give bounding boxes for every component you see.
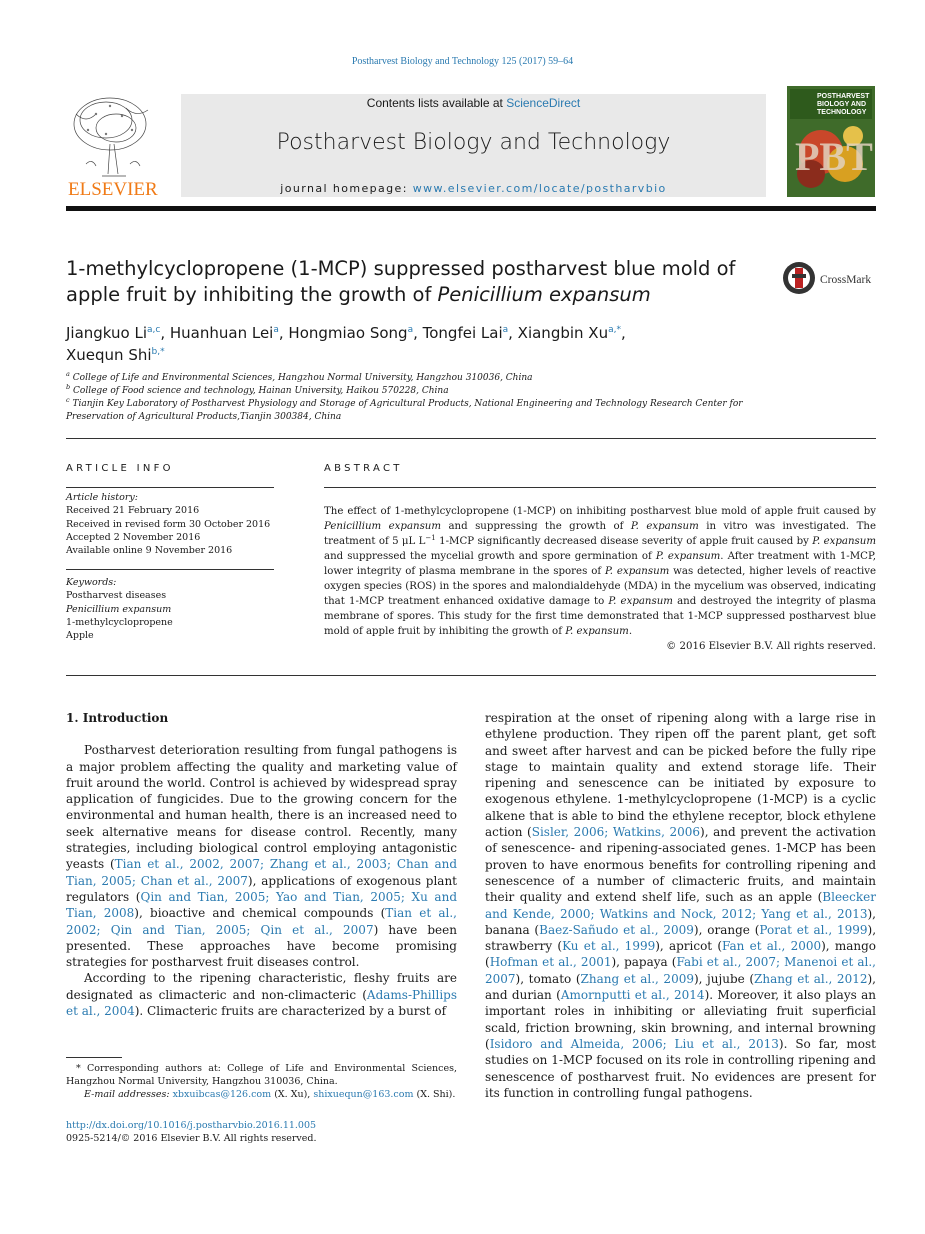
citation-link[interactable]: Zhang et al., 2012 [754, 971, 868, 986]
homepage-link[interactable]: www.elsevier.com/locate/postharvbio [412, 182, 667, 195]
abstract-heading: ABSTRACT [324, 463, 403, 474]
email-link[interactable]: xbxuibcas@126.com [172, 1089, 272, 1100]
elsevier-tree-icon [66, 94, 162, 198]
divider [66, 438, 876, 439]
author[interactable]: Jiangkuo Li$^{a,c}$ [66, 324, 161, 342]
cover-letters: PBT [795, 134, 873, 179]
cover-title-2: BIOLOGY AND [817, 101, 867, 108]
citation-link[interactable]: Tian et al., 2002, 2007; Zhang et al., 2003; Chan and Tian, 2005; Chan et al., 2007 [66, 857, 458, 888]
crossmark-badge[interactable] [782, 260, 877, 296]
citation-link[interactable]: Porat et al., 1999 [759, 922, 868, 937]
intro-paragraph: respiration at the onset of ripening along with a large rise in ethylene production. They ripen off the parent plant, get soft and sweet after harvest and can be picked before the fully ripe stage to maintain quality and extend storage life. Their ripening and senescence can be initiated by exposure to exogenous ethylene. 1-methylcyclopropene (1-MCP) is a cyclic alkene that is able to bind the ethylene receptor, block ethylene action (Sisler, 2006; Watkins, 2006), and prevent the activation of senescence- and ripening-associated genes. 1-MCP has been proven to have enormous benefits for controlling ripening and senescence of a number of climacteric fruits, and maintain their quality and extend shelf life, such as an apple (Bleecker and Kende, 2000; Watkins and Nock, 2012; Yang et al., 2013), banana (Baez-Sañudo et al., 2009), orange (Porat et al., 1999), strawberry (Ku et al., 1999), apricot (Fan et al., 2000), mango (Hofman et al., 2001), papaya (Fabi et al., 2007; Manenoi et al., 2007), tomato (Zhang et al., 2009), jujube (Zhang et al., 2012), and durian (Amornputti et al., 2014). Moreover, it also plays an important roles in inhibiting or alleviating fruit superficial scald, friction browning, skin browning, and internal browning (Isidoro and Almeida, 2006; Liu et al., 2013). So far, most studies on 1-MCP focused on its role in controlling ripening and senescence of postharvest fruit. No evidences are present for its function in controlling fungal pathogens. [485, 711, 877, 1100]
abstract-body: The effect of 1-methylcyclopropene (1-MCP) on inhibiting postharvest blue mold of apple fruit caused by Penicillium expansum and suppressing the growth of P. expansum in vitro was investigated. The treatment of 5 μL $L^{-1}$ 1-MCP significantly decreased disease severity of apple fruit caused by P. expansum and suppressed the mycelial growth and spore germination of P. expansum. After treatment with 1-MCP, lower integrity of plasma membrane in the spores of P. expansum was detected, higher levels of reactive oxygen species (ROS) in the spores and malondialdehyde (MDA) in the mycelium was observed, indicating that 1-MCP treatment enhanced oxidative damage to P. expansum and destroyed the integrity of plasma membrane of spores. This study for the first time demonstrated that 1-MCP suppressed postharvest blue mold of apple fruit by inhibiting the growth of P. expansum. © 2016 Elsevier B.V. All rights reserved. [324, 506, 877, 652]
journal-title: Postharvest Biology and Technology [276, 130, 671, 155]
author[interactable]: Huanhuan Lei$^a$ [169, 324, 279, 342]
intro-paragraph: Postharvest deterioration resulting from fungal pathogens is a major problem affecting the quality and marketing value of fruit around the world. Control is achieved by widespread spray application of fungicides. Due to the growing concern for the environmental and human health, there is an increased need to seek alternative means for disease control. Recently, many strategies, including biological control employing antagonistic yeasts (Tian et al., 2002, 2007; Zhang et al., 2003; Chan and Tian, 2005; Chan et al., 2007), applications of exogenous plant regulators (Qin and Tian, 2005; Yao and Tian, 2005; Xu and Tian, 2008), bioactive and chemical compounds (Tian et al., 2002; Qin and Tian, 2005; Qin et al., 2007) have been presented. These approaches have become promising strategies for postharvest fruit diseases control. [66, 743, 458, 970]
divider [324, 487, 876, 488]
citation-link[interactable]: Adams-Phillips et al., 2004 [66, 987, 457, 1019]
crossmark-label: CrossMark [820, 274, 872, 286]
affiliation-a: $^a$ College of Life and Environmental Sciences, Hangzhou Normal University, Hangzhou 310036, China [66, 370, 533, 383]
author[interactable]: Xuequn Shi$^{b,*}$ [66, 346, 165, 364]
author[interactable]: Xiangbin $Xu^{a,*}$ [517, 324, 621, 342]
citation-link[interactable]: Ku et al., 1999 [562, 939, 656, 954]
doi-block: http://dx.doi.org/10.1016/j.postharvbio.2016.11.005 0925-5214/© 2016 Elsevier B.V. All rights reserved. [66, 1120, 317, 1144]
citation-link[interactable]: Isidoro and Almeida, 2006; Liu et al., 2013 [489, 1036, 779, 1051]
footnote: * Corresponding authors at: College of Life and Environmental Sciences, Hangzhou Normal University, Hangzhou 310036, China. E-mail addresses: xbxuibcas@126.com (X. Xu), shixuequn@163.com (X. Shi). [66, 1063, 457, 1100]
author[interactable]: Hongmiao Song$^a$ [288, 324, 414, 342]
citation-link[interactable]: Tian et al., 2002; Qin and Tian, 2005; Qin et al., 2007 [66, 906, 457, 937]
email-link[interactable]: shixuequn@163.com [313, 1089, 414, 1100]
article-history: Article history: Received 21 February 2016 Received in revised form 30 October 2016 Accepted 2 November 2016 Available online 9 November 2016 [66, 492, 271, 557]
journal-homepage: journal homepage: www.elsevier.com/locate/postharvbio [280, 182, 667, 195]
intro-heading: 1. Introduction [66, 711, 169, 725]
article-title: 1-methylcyclopropene (1-MCP) suppressed postharvest blue mold of apple fruit by inhibiting the growth of Penicillium expansum [66, 257, 736, 306]
divider [66, 675, 876, 676]
affiliation-c: $^c$ Tianjin Key Laboratory of Postharvest Physiology and Storage of Agricultural Products, National Engineering and Technology Research Center for Preservation of Agricultural Products,Tianjin 300384, China [66, 396, 743, 422]
citation-link[interactable]: Qin and Tian, 2005; Yao and Tian, 2005; Xu and Tian, 2008 [66, 889, 457, 921]
citation-link[interactable]: Bleecker and Kende, 2000; Watkins and Nock, 2012; Yang et al., 2013 [485, 890, 876, 921]
keywords: Keywords: Postharvest diseases Penicillium expansum 1-methylcyclopropene Apple [66, 577, 173, 642]
citation-link[interactable]: Amornputti et al., 2014 [560, 988, 705, 1003]
intro-right-column [485, 710, 876, 1101]
citation-link[interactable]: Sisler, 2006; Watkins, 2006 [531, 825, 701, 840]
copyright: © 2016 Elsevier B.V. All rights reserved. [666, 641, 876, 652]
cover-title-1: POSTHARVEST [817, 93, 870, 100]
header-rule [66, 206, 876, 211]
affiliation-b: $^b$ College of Food science and technology, Hainan University, Haikou 570228, China [66, 383, 449, 396]
running-head[interactable]: Postharvest Biology and Technology 125 (2017) 59–64 [351, 56, 574, 67]
intro-paragraph: According to the ripening characteristic, fleshy fruits are designated as climacteric and non-climacteric (Adams-Phillips et al., 2004). Climacteric fruits are characterized by a burst of [66, 971, 457, 1019]
citation-link[interactable]: Zhang et al., 2009 [580, 971, 694, 986]
elsevier-logo [66, 94, 162, 198]
citation-link[interactable]: Fabi et al., 2007; Manenoi et al., 2007 [485, 955, 876, 986]
footnote-rule [66, 1057, 122, 1058]
divider [66, 569, 274, 570]
citation-link[interactable]: Hofman et al., 2001 [489, 955, 612, 970]
cover-title-3: TECHNOLOGY [817, 109, 867, 116]
contents-line: Contents lists available at ScienceDirect [366, 96, 581, 110]
divider [66, 487, 274, 488]
intro-left-column [66, 710, 457, 1019]
sciencedirect-link[interactable]: ScienceDirect [506, 96, 581, 110]
journal-cover [787, 86, 875, 197]
citation-link[interactable]: Baez-Sañudo et al., 2009 [539, 922, 694, 937]
citation-link[interactable]: Fan et al., 2000 [722, 939, 822, 954]
article-info-heading: ARTICLE INFO [66, 463, 174, 474]
elsevier-wordmark: ELSEVIER [68, 179, 158, 198]
doi-link[interactable]: http://dx.doi.org/10.1016/j.postharvbio.2016.11.005 [66, 1120, 317, 1131]
author-list: Jiangkuo Li$^{a,c}$, Huanhuan Lei$^a$, Hongmiao Song$^a$, Tongfei Lai$^a$, Xiangbin $Xu^{a,*}$, Xuequn Shi$^{b,*}$ [66, 324, 626, 364]
author[interactable]: Tongfei Lai$^a$ [422, 324, 509, 342]
